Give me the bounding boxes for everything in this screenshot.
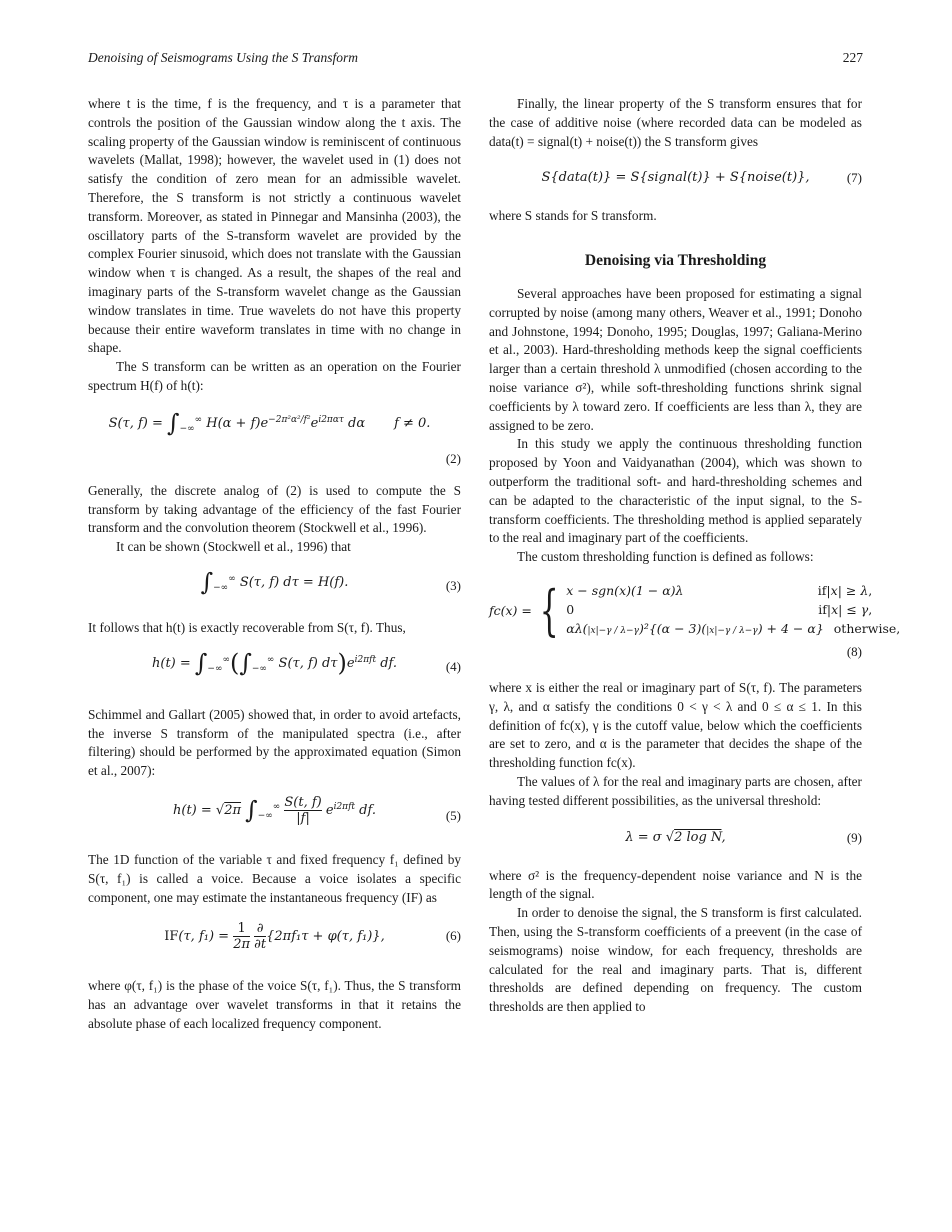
paragraph: where σ² is the frequency-dependent noise variance and N is the length of the signal. xyxy=(489,867,862,902)
paragraph: Finally, the linear property of the S transform ensures that for the case of additive noise (where recorded data can be modeled as data(t) = signal(t) + noise(t)) the S transform gives xyxy=(489,96,862,149)
equation-8: fc(x) = { x − sgn(x)(1 − α)λ if|x| ≥ λ, 0 if|x| ≤ γ, αλ(|x|−γ / λ−γ)²{(α − 3)(|x|−γ / λ−γ) + 4 − α} otherwise, xyxy=(489,578,901,642)
equation-3: $\int_{-\infty}^\infty$ S(τ, f) dτ = H(f). (3) xyxy=(200,567,461,596)
paragraph: The values of λ for the real and imaginary parts are chosen, after having tested different possibilities, as the universal threshold: xyxy=(489,773,862,808)
equation-number: (3) xyxy=(445,577,461,593)
equation-number: (6) xyxy=(445,928,461,944)
paragraph: where φ(τ, f₁) is the phase of the voice S(τ, f₁). Thus, the S transform has an advantage over wavelet transforms in that it retains the absolute phase of each localized frequency component. xyxy=(88,978,461,1031)
paragraph: The custom thresholding function is defined as follows: xyxy=(517,549,814,565)
paragraph: The 1D function of the variable τ and fixed frequency f₁ defined by S(τ, f₁) is called a voice. Because a voice isolates a specific component, one may estimate the instantaneous frequency (IF) as xyxy=(88,851,461,905)
equation-number: (8) xyxy=(846,643,862,659)
equation-number: (4) xyxy=(445,658,461,674)
paragraph: It can be shown (Stockwell et al., 1996) that xyxy=(116,539,351,555)
equation-9: λ = σ √2 log N, (9) xyxy=(489,829,862,867)
section-title: Denoising via Thresholding xyxy=(584,252,767,270)
paragraph: Schimmel and Gallart (2005) showed that, in order to avoid artefacts, the inverse S transform of the manipulated spectra (i.e., after filtering) should be performed by the approximated equation (Simon et al., 2007): xyxy=(88,706,461,779)
right-column xyxy=(489,95,901,1017)
paragraph: where S stands for S transform. xyxy=(489,208,657,224)
page-number: 227 xyxy=(842,50,863,65)
equation-number: (5) xyxy=(445,807,461,823)
paragraph: It follows that h(t) is exactly recoverable from S(τ, f). Thus, xyxy=(88,619,406,635)
paragraph: where x is either the real or imaginary part of S(τ, f). The parameters γ, λ, and α satisfy the conditions 0 < γ < λ and 0 ≤ α ≤ 1. In this definition of fc(x), γ is the cutoff value, below which the coefficients are set to zero, and α is the parameter that decides the shape of the thresholding function fc(x). xyxy=(489,679,862,771)
equation-2: S(τ, $f) = \int_{-\infty}^\infty$ $H(\alpha + f)e^{-2\pi^2\alpha^2/f^2}e^{i2\pi\alpha\tau}$ dα f ≠ 0. xyxy=(108,408,431,437)
equation-5: h(t) = √2π $\int_{-\infty}^\infty$ $\frac{S(t, f)}{|f|}$ $e^{i2\pi ft}$ df. (5) xyxy=(173,794,461,826)
equation-number: (2) xyxy=(445,450,461,466)
paragraph: where t is the time, f is the frequency, and τ is a parameter that controls the position of the Gaussian window along the t axis. The scaling property of the Gaussian window is reminiscent of continuous wavelets (Mallat, 1998); however, the wavelet used in (1) does not satisfy the condition of zero mean for an admissible wavelet. Therefore, the S transform is not strictly a continuous wavelet transform. Moreover, as stated in Pinnegar and Mansinha (2003), the oscillatory parts of the S-transform wavelet are provided by the complex Fourier sinusoid, which does not translate with the Gaussian window when τ is changed. As a result, the shapes of the real and imaginary parts of the S-transform wavelet change as the Gaussian window translates in time. True wavelets do not have this property because their entire waveform translates in time with no change in shape. xyxy=(88,96,461,356)
left-column xyxy=(88,95,461,1034)
equation-4: $h(t) = \int_{-\infty}^\infty(\int_{-\infty}^\infty$ S(τ, f) $d\tau)e^{i2\pi ft}$ df. (4) xyxy=(152,648,461,677)
equation-7: S{data(t)} = S{signal(t)} + S{noise(t)}, (7) xyxy=(489,169,862,199)
equation-number: (9) xyxy=(846,829,862,845)
paragraph: The S transform can be written as an operation on the Fourier spectrum H(f) of h(t): xyxy=(88,359,461,393)
paragraph: Several approaches have been proposed for estimating a signal corrupted by noise (among many others, Weaver et al., 1991; Donoho and Johnstone, 1994; Donoho, 1995; Douglas, 1997; Galiana-Merino et al., 2003). Hard-thresholding methods keep the signal coefficients larger than a certain threshold λ unmodified (chosen according to the noise variance σ²), while soft-thresholding functions shrink signal coefficients by λ toward zero. If coefficients are less than λ, they are assigned to be zero. xyxy=(489,285,862,433)
paragraph: In order to denoise the signal, the S transform is first calculated. Then, using the S-transform coefficients of a preevent (in the case of seismograms) noise window, for each frequency, thresholds are calculated for the real and imaginary parts. That is, different thresholds are defined depending on frequency. The custom thresholds are then applied to xyxy=(489,905,862,1015)
equation-6: IF(τ, f₁) = $\frac{1}{2\pi}$ ∂ ∂t {2πf₁τ + φ(τ, f₁)}, (6) xyxy=(164,921,461,953)
paragraph: In this study we apply the continuous thresholding function proposed by Yoon and Vaidyanathan (2004), which was shown to outperform the traditional soft- and hard-thresholding schemes and can be adapted to the characteristic of the input signal, to the S-transform coefficients. The thresholding method is applied separately to the real and imaginary part of the coefficients. xyxy=(489,436,862,546)
running-title: Denoising of Seismograms Using the S Transform xyxy=(88,50,359,65)
running-head xyxy=(88,49,863,68)
equation-number: (7) xyxy=(846,170,862,186)
paragraph: Generally, the discrete analog of (2) is used to compute the S transform by taking advantage of the efficiency of the fast Fourier transform and the convolution theorem (Stockwell et al., 1996). xyxy=(88,482,461,536)
